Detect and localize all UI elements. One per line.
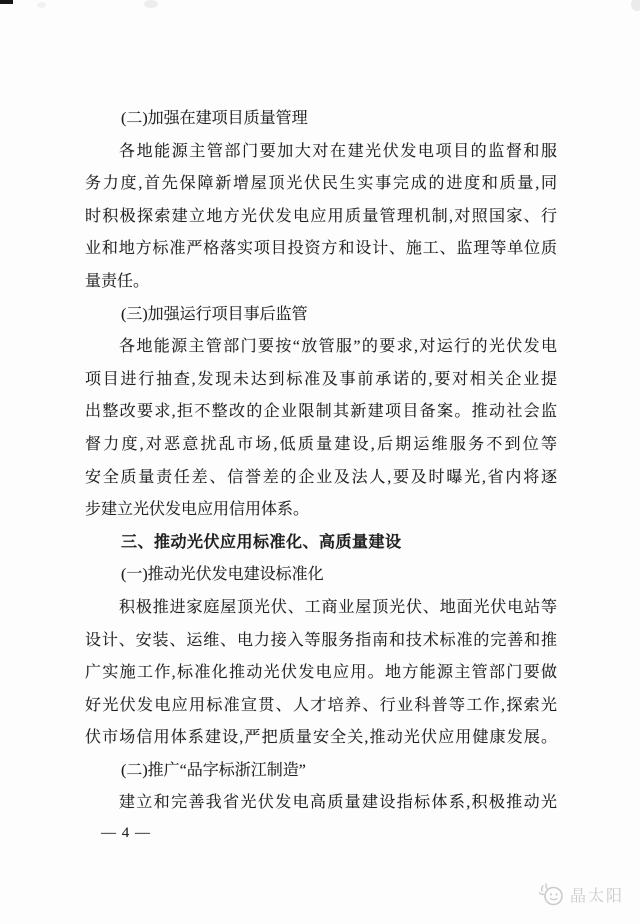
document-line: 三、推动光伏应用标准化、高质量建设: [121, 533, 402, 551]
scan-smudge: [144, 0, 158, 8]
document-line: 广实施工作,标准化推动光伏发电应用。地方能源主管部门要做: [85, 664, 557, 682]
document-line: 各地能源主管部门要加大对在建光伏发电项目的监督和服: [119, 142, 557, 160]
watermark-text: 晶太阳: [570, 887, 625, 905]
document-line: 伏市场信用体系建设,严把质量安全关,推动光伏应用健康发展。: [85, 729, 557, 747]
document-line: 积极推进家庭屋顶光伏、工商业屋顶光伏、地面光伏电站等: [119, 598, 557, 616]
document-line: 项目进行抽查,发现未达到标准及事前承诺的,要对相关企业提: [85, 370, 557, 388]
document-line: 安全质量责任差、信誉差的企业及法人,要及时曝光,省内将逐: [85, 468, 557, 486]
document-line: 设计、安装、运维、电力接入等服务指南和技术标准的完善和推: [85, 631, 557, 649]
page-number: — 4 —: [101, 825, 151, 841]
document-line: 督力度,对恶意扰乱市场,低质量建设,后期运维服务不到位等: [85, 435, 557, 453]
document-line: (一)推动光伏发电建设标准化: [121, 566, 324, 584]
scan-artifact-corner: [0, 0, 13, 4]
document-line: 时积极探索建立地方光伏发电应用质量管理机制,对照国家、行: [85, 207, 557, 225]
scan-smudge: [631, 0, 640, 11]
watermark: [536, 880, 624, 908]
document-line: (三)加强运行项目事后监管: [121, 305, 308, 323]
document-line: 各地能源主管部门要按“放管服”的要求,对运行的光伏发电: [119, 338, 557, 356]
scan-smudge: [37, 2, 46, 8]
document-line: 步建立光伏发电应用信用体系。: [85, 501, 310, 519]
document-line: (二)加强在建项目质量管理: [121, 110, 308, 127]
document-line: 建立和完善我省光伏发电高质量建设指标体系,积极推动光: [119, 794, 557, 812]
document-line: (二)推广“品字标浙江制造”: [121, 761, 306, 779]
document-line: 务力度,首先保障新增屋顶光伏民生实事完成的进度和质量,同: [85, 175, 557, 193]
document-body: [85, 103, 557, 820]
document-line: 量责任。: [85, 272, 150, 290]
document-line: 好光伏发电应用标准宣贯、人才培养、行业科普等工作,探索光: [85, 696, 557, 714]
document-line: 出整改要求,拒不整改的企业限制其新建项目备案。推动社会监: [85, 403, 557, 421]
sun-logo-icon: [536, 880, 566, 908]
document-line: 业和地方标准严格落实项目投资方和设计、施工、监理等单位质: [85, 240, 557, 258]
